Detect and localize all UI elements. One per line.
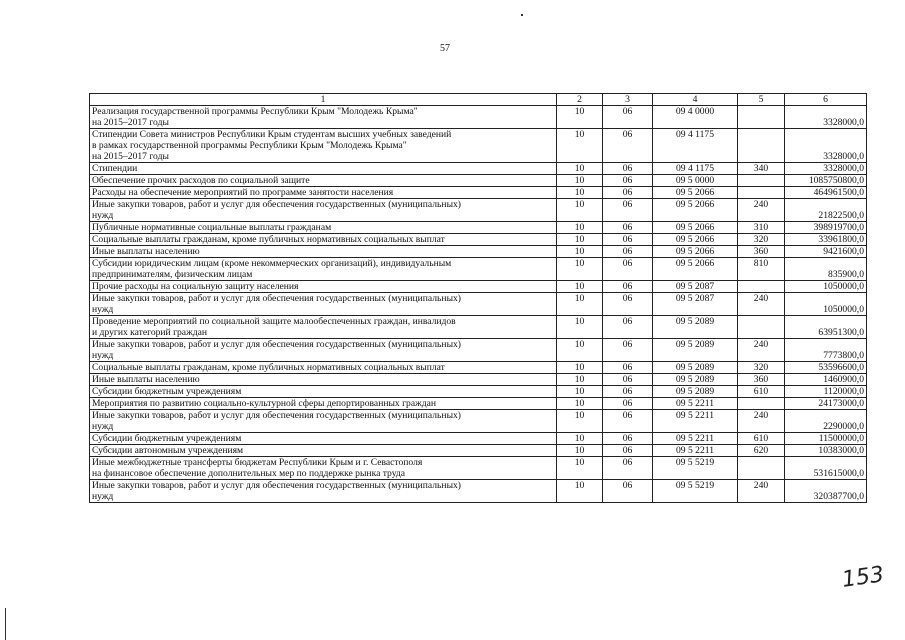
column-header: 1 — [90, 94, 557, 106]
target-article-cell: 09 5 2089 — [653, 316, 738, 339]
table-row — [90, 199, 867, 222]
subsection-cell: 06 — [603, 374, 653, 386]
subsection-cell: 06 — [603, 163, 653, 175]
row-name-cell: Иные закупки товаров, работ и услуг для обеспечения государственных (муниципальных) нужд — [90, 293, 557, 316]
amount-cell: 1085750800,0 — [785, 175, 867, 187]
row-name-cell: Иные закупки товаров, работ и услуг для обеспечения государственных (муниципальных) нужд — [90, 480, 557, 503]
expense-type-cell: 310 — [738, 222, 785, 234]
row-name-cell: Субсидии автономным учреждениям — [90, 445, 557, 457]
amount-cell: 1050000,0 — [785, 293, 867, 316]
target-article-cell: 09 5 2211 — [653, 398, 738, 410]
amount-cell: 7773800,0 — [785, 339, 867, 362]
expense-type-cell: 240 — [738, 199, 785, 222]
section-cell: 10 — [557, 316, 603, 339]
expense-type-cell — [738, 316, 785, 339]
section-cell: 10 — [557, 293, 603, 316]
subsection-cell: 06 — [603, 410, 653, 433]
expense-type-cell: 240 — [738, 293, 785, 316]
amount-cell: 11500000,0 — [785, 433, 867, 445]
table-row — [90, 129, 867, 163]
subsection-cell: 06 — [603, 129, 653, 163]
section-cell: 10 — [557, 129, 603, 163]
section-cell: 10 — [557, 410, 603, 433]
subsection-cell: 06 — [603, 362, 653, 374]
row-name-cell: Иные закупки товаров, работ и услуг для обеспечения государственных (муниципальных) нужд — [90, 410, 557, 433]
amount-cell: 3328000,0 — [785, 129, 867, 163]
target-article-cell: 09 5 2087 — [653, 293, 738, 316]
table-row — [90, 258, 867, 281]
expense-type-cell: 610 — [738, 433, 785, 445]
expense-type-cell — [738, 281, 785, 293]
amount-cell: 24173000,0 — [785, 398, 867, 410]
subsection-cell: 06 — [603, 480, 653, 503]
row-name-cell: Иные выплаты населению — [90, 246, 557, 258]
expense-type-cell: 620 — [738, 445, 785, 457]
section-cell: 10 — [557, 339, 603, 362]
row-name-cell: Прочие расходы на социальную защиту населения — [90, 281, 557, 293]
target-article-cell: 09 5 0000 — [653, 175, 738, 187]
column-header: 5 — [738, 94, 785, 106]
amount-cell: 464961500,0 — [785, 187, 867, 199]
expense-type-cell — [738, 106, 785, 129]
target-article-cell: 09 4 0000 — [653, 106, 738, 129]
subsection-cell: 06 — [603, 199, 653, 222]
subsection-cell: 06 — [603, 106, 653, 129]
table-body — [90, 106, 867, 503]
subsection-cell: 06 — [603, 234, 653, 246]
column-header: 6 — [785, 94, 867, 106]
target-article-cell: 09 5 2211 — [653, 445, 738, 457]
amount-cell: 1120000,0 — [785, 386, 867, 398]
section-cell: 10 — [557, 457, 603, 480]
amount-cell: 2290000,0 — [785, 410, 867, 433]
target-article-cell: 09 4 1175 — [653, 129, 738, 163]
row-name-cell: Иные закупки товаров, работ и услуг для обеспечения государственных (муниципальных) нужд — [90, 339, 557, 362]
row-name-cell: Субсидии бюджетным учреждениям — [90, 433, 557, 445]
expense-type-cell: 320 — [738, 362, 785, 374]
target-article-cell: 09 5 2089 — [653, 362, 738, 374]
section-cell: 10 — [557, 163, 603, 175]
table-row — [90, 187, 867, 199]
row-name-cell: Стипендии — [90, 163, 557, 175]
table-row — [90, 281, 867, 293]
table-row — [90, 410, 867, 433]
table-row — [90, 398, 867, 410]
amount-cell: 53596600,0 — [785, 362, 867, 374]
expense-type-cell: 360 — [738, 246, 785, 258]
handwritten-page-number: 153 — [840, 562, 886, 593]
amount-cell: 531615000,0 — [785, 457, 867, 480]
target-article-cell: 09 5 2066 — [653, 258, 738, 281]
expense-type-cell — [738, 129, 785, 163]
row-name-cell: Социальные выплаты гражданам, кроме публичных нормативных социальных выплат — [90, 234, 557, 246]
expense-type-cell: 340 — [738, 163, 785, 175]
target-article-cell: 09 5 2211 — [653, 410, 738, 433]
target-article-cell: 09 5 5219 — [653, 457, 738, 480]
subsection-cell: 06 — [603, 246, 653, 258]
target-article-cell: 09 5 2066 — [653, 234, 738, 246]
amount-cell: 9421600,0 — [785, 246, 867, 258]
section-cell: 10 — [557, 374, 603, 386]
subsection-cell: 06 — [603, 457, 653, 480]
table-row — [90, 234, 867, 246]
section-cell: 10 — [557, 175, 603, 187]
row-name-cell: Проведение мероприятий по социальной защите малообеспеченных граждан, инвалидов и других категорий граждан — [90, 316, 557, 339]
amount-cell: 320387700,0 — [785, 480, 867, 503]
section-cell: 10 — [557, 480, 603, 503]
target-article-cell: 09 5 2089 — [653, 339, 738, 362]
budget-table — [89, 93, 867, 503]
subsection-cell: 06 — [603, 293, 653, 316]
table-row — [90, 445, 867, 457]
row-name-cell: Иные межбюджетные трансферты бюджетам Республики Крым и г. Севастополя на финансовое обеспечение дополнительных мер по поддержке рынка труда — [90, 457, 557, 480]
subsection-cell: 06 — [603, 339, 653, 362]
target-article-cell: 09 5 2066 — [653, 222, 738, 234]
amount-cell: 398919700,0 — [785, 222, 867, 234]
target-article-cell: 09 5 2089 — [653, 374, 738, 386]
table-row — [90, 374, 867, 386]
column-header: 2 — [557, 94, 603, 106]
subsection-cell: 06 — [603, 316, 653, 339]
expense-type-cell: 610 — [738, 386, 785, 398]
expense-type-cell: 320 — [738, 234, 785, 246]
scan-dot — [521, 14, 523, 16]
section-cell: 10 — [557, 234, 603, 246]
subsection-cell: 06 — [603, 258, 653, 281]
row-name-cell: Обеспечение прочих расходов по социальной защите — [90, 175, 557, 187]
subsection-cell: 06 — [603, 281, 653, 293]
row-name-cell: Социальные выплаты гражданам, кроме публичных нормативных социальных выплат — [90, 362, 557, 374]
table-row — [90, 106, 867, 129]
section-cell: 10 — [557, 281, 603, 293]
table-row — [90, 433, 867, 445]
table-row — [90, 480, 867, 503]
table-row — [90, 339, 867, 362]
section-cell: 10 — [557, 362, 603, 374]
expense-type-cell: 240 — [738, 339, 785, 362]
section-cell: 10 — [557, 199, 603, 222]
section-cell: 10 — [557, 433, 603, 445]
expense-type-cell — [738, 457, 785, 480]
header-row — [90, 94, 867, 106]
target-article-cell: 09 5 2066 — [653, 187, 738, 199]
target-article-cell: 09 5 2211 — [653, 433, 738, 445]
expense-type-cell — [738, 187, 785, 199]
row-name-cell: Мероприятия по развитию социально-культурной сферы депортированных граждан — [90, 398, 557, 410]
amount-cell: 835900,0 — [785, 258, 867, 281]
table-row — [90, 163, 867, 175]
expense-type-cell: 360 — [738, 374, 785, 386]
amount-cell: 33961800,0 — [785, 234, 867, 246]
amount-cell: 10383000,0 — [785, 445, 867, 457]
table-row — [90, 175, 867, 187]
section-cell: 10 — [557, 258, 603, 281]
row-name-cell: Иные выплаты населению — [90, 374, 557, 386]
amount-cell: 3328000,0 — [785, 163, 867, 175]
row-name-cell: Субсидии бюджетным учреждениям — [90, 386, 557, 398]
amount-cell: 3328000,0 — [785, 106, 867, 129]
subsection-cell: 06 — [603, 222, 653, 234]
section-cell: 10 — [557, 246, 603, 258]
row-name-cell: Публичные нормативные социальные выплаты гражданам — [90, 222, 557, 234]
table-row — [90, 386, 867, 398]
subsection-cell: 06 — [603, 445, 653, 457]
table-row — [90, 246, 867, 258]
amount-cell: 1460900,0 — [785, 374, 867, 386]
subsection-cell: 06 — [603, 187, 653, 199]
target-article-cell: 09 5 2066 — [653, 199, 738, 222]
section-cell: 10 — [557, 187, 603, 199]
expense-type-cell: 810 — [738, 258, 785, 281]
target-article-cell: 09 4 1175 — [653, 163, 738, 175]
page-number: 57 — [440, 43, 450, 54]
scan-edge-line — [5, 608, 6, 640]
amount-cell: 63951300,0 — [785, 316, 867, 339]
target-article-cell: 09 5 2089 — [653, 386, 738, 398]
target-article-cell: 09 5 2066 — [653, 246, 738, 258]
row-name-cell: Реализация государственной программы Республики Крым "Молодежь Крыма" на 2015–2017 годы — [90, 106, 557, 129]
subsection-cell: 06 — [603, 386, 653, 398]
amount-cell: 1050000,0 — [785, 281, 867, 293]
table-row — [90, 316, 867, 339]
subsection-cell: 06 — [603, 398, 653, 410]
section-cell: 10 — [557, 398, 603, 410]
column-header: 3 — [603, 94, 653, 106]
target-article-cell: 09 5 2087 — [653, 281, 738, 293]
table-row — [90, 457, 867, 480]
subsection-cell: 06 — [603, 175, 653, 187]
row-name-cell: Субсидии юридическим лицам (кроме некоммерческих организаций), индивидуальным предпринимателям, физическим лицам — [90, 258, 557, 281]
section-cell: 10 — [557, 445, 603, 457]
target-article-cell: 09 5 5219 — [653, 480, 738, 503]
amount-cell: 21822500,0 — [785, 199, 867, 222]
expense-type-cell: 240 — [738, 410, 785, 433]
row-name-cell: Стипендии Совета министров Республики Крым студентам высших учебных заведений в рамках государственной программы Республики Крым "Молодежь Крыма" на 2015–2017 годы — [90, 129, 557, 163]
table-row — [90, 293, 867, 316]
expense-type-cell — [738, 398, 785, 410]
table-row — [90, 222, 867, 234]
expense-type-cell — [738, 175, 785, 187]
section-cell: 10 — [557, 106, 603, 129]
column-header: 4 — [653, 94, 738, 106]
subsection-cell: 06 — [603, 433, 653, 445]
section-cell: 10 — [557, 222, 603, 234]
section-cell: 10 — [557, 386, 603, 398]
row-name-cell: Иные закупки товаров, работ и услуг для обеспечения государственных (муниципальных) нужд — [90, 199, 557, 222]
table-row — [90, 362, 867, 374]
expense-type-cell: 240 — [738, 480, 785, 503]
row-name-cell: Расходы на обеспечение мероприятий по программе занятости населения — [90, 187, 557, 199]
